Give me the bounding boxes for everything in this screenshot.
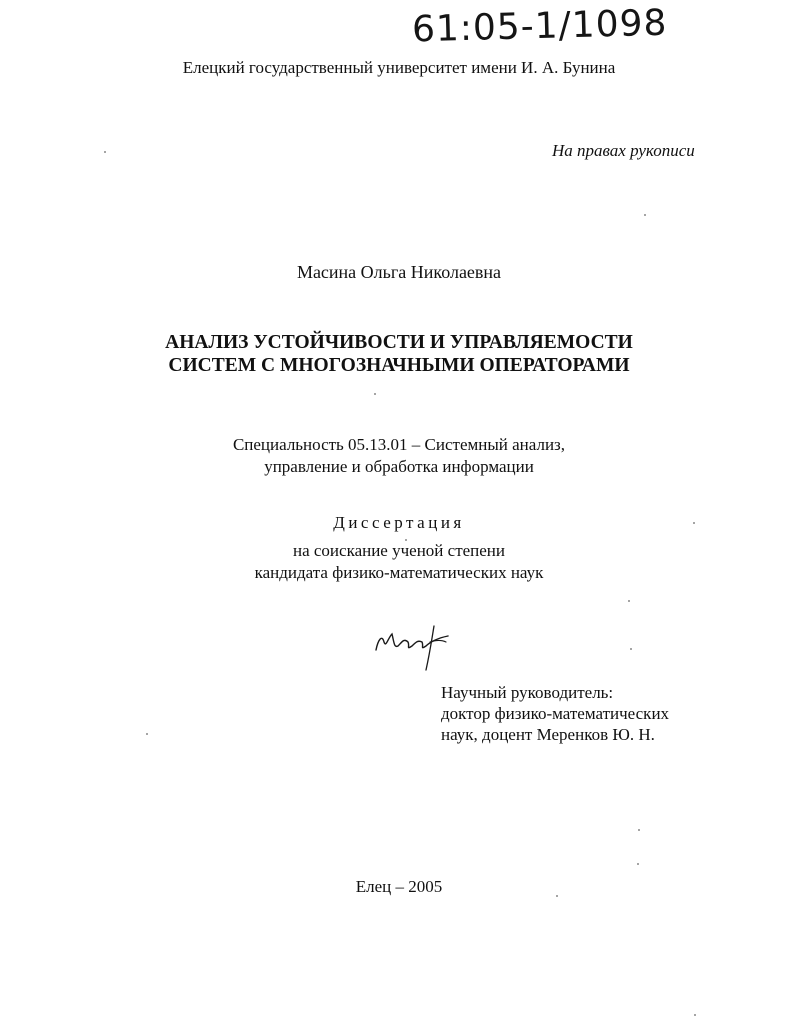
title-line-2: СИСТЕМ С МНОГОЗНАЧНЫМИ ОПЕРАТОРАМИ xyxy=(168,355,630,376)
advisor-line-2: доктор физико-математических xyxy=(441,704,670,723)
scan-speck xyxy=(556,895,558,897)
scientific-advisor xyxy=(441,682,669,745)
specialty-line-2: управление и обработка информации xyxy=(264,457,534,476)
specialty-line-1: Специальность 05.13.01 – Системный анализ, xyxy=(232,435,566,454)
author-name: Масина Ольга Николаевна xyxy=(296,262,502,282)
handwritten-signature xyxy=(368,612,468,672)
archive-stamp-code: 61:05-1/1098 xyxy=(411,2,668,51)
degree-line-1: на соискание ученой степени xyxy=(292,541,506,560)
scan-speck xyxy=(146,733,148,735)
scan-speck xyxy=(374,393,376,395)
university-name: Елецкий государственный университет имени И. А. Бунина xyxy=(182,58,616,77)
degree-line-2: кандидата физико-математических наук xyxy=(254,563,544,582)
scan-speck xyxy=(628,600,630,602)
specialty-block xyxy=(0,434,798,478)
scan-speck xyxy=(630,648,632,650)
degree-block xyxy=(0,540,798,584)
dissertation-title xyxy=(0,331,798,377)
scan-speck xyxy=(638,829,640,831)
advisor-line-3: наук, доцент Меренков Ю. Н. xyxy=(441,725,655,744)
scan-speck xyxy=(104,151,106,153)
scan-speck xyxy=(405,539,407,541)
scan-speck xyxy=(694,1014,696,1016)
manuscript-note: На правах рукописи xyxy=(552,141,695,160)
city-year: Елец – 2005 xyxy=(355,877,443,896)
scan-speck xyxy=(644,214,646,216)
dissertation-label: Диссертация xyxy=(333,513,465,532)
scan-speck xyxy=(693,522,695,524)
title-line-1: АНАЛИЗ УСТОЙЧИВОСТИ И УПРАВЛЯЕМОСТИ xyxy=(165,332,633,353)
scan-speck xyxy=(637,863,639,865)
advisor-line-1: Научный руководитель: xyxy=(441,683,614,702)
